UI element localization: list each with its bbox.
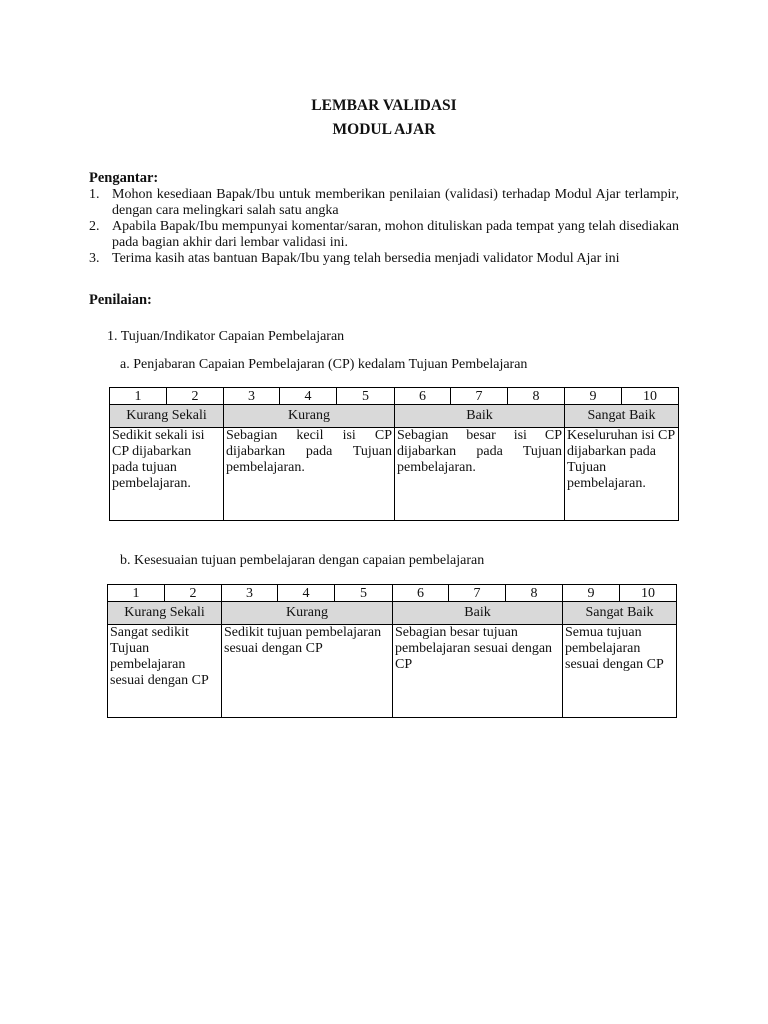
score-8[interactable]: 8: [508, 388, 565, 405]
score-1[interactable]: 1: [108, 585, 165, 602]
score-8[interactable]: 8: [506, 585, 563, 602]
section-1-title: 1. Tujuan/Indikator Capaian Pembelajaran: [107, 329, 345, 344]
intro-item-text: Mohon kesediaan Bapak/Ibu untuk memberikan penilaian (validasi) terhadap Modul Ajar terlampir, dengan cara melingkari salah satu angka: [112, 187, 679, 218]
category-kurang: Kurang: [224, 405, 395, 428]
description-kurang: Sedikit tujuan pembelajaran sesuai dengan CP: [222, 625, 393, 718]
score-2[interactable]: 2: [167, 388, 224, 405]
table-b-label: b. Kesesuaian tujuan pembelajaran dengan capaian pembelajaran: [120, 553, 485, 568]
rating-table-a: [109, 387, 679, 521]
score-2[interactable]: 2: [165, 585, 222, 602]
intro-heading: Pengantar:: [89, 170, 159, 186]
score-3[interactable]: 3: [224, 388, 280, 405]
score-row: [108, 585, 677, 602]
category-row: [110, 405, 679, 428]
description-kurang: Sebagian kecil isi CP dijabarkan pada Tujuan pembelajaran.: [224, 428, 395, 521]
description-row: [108, 625, 677, 718]
intro-item-number: 2.: [89, 219, 100, 234]
document-subtitle: MODUL AJAR: [332, 121, 436, 138]
score-3[interactable]: 3: [222, 585, 278, 602]
intro-item-number: 3.: [89, 251, 100, 266]
intro-item-text: Terima kasih atas bantuan Bapak/Ibu yang telah bersedia menjadi validator Modul Ajar ini: [112, 251, 620, 266]
score-10[interactable]: 10: [620, 585, 677, 602]
description-baik: Sebagian besar tujuan pembelajaran sesuai dengan CP: [393, 625, 563, 718]
assessment-heading: Penilaian:: [89, 292, 152, 308]
description-sangat-baik: Semua tujuan pembelajaran sesuai dengan CP: [563, 625, 677, 718]
score-9[interactable]: 9: [563, 585, 620, 602]
intro-item: [89, 251, 679, 267]
table-a-label: a. Penjabaran Capaian Pembelajaran (CP) kedalam Tujuan Pembelajaran: [120, 357, 528, 372]
intro-item: [89, 187, 679, 219]
score-6[interactable]: 6: [395, 388, 451, 405]
score-5[interactable]: 5: [337, 388, 395, 405]
category-kurang-sekali: Kurang Sekali: [108, 602, 222, 625]
category-sangat-baik: Sangat Baik: [563, 602, 677, 625]
intro-list: [89, 187, 679, 267]
rating-table-b: [107, 584, 677, 718]
category-kurang: Kurang: [222, 602, 393, 625]
score-9[interactable]: 9: [565, 388, 622, 405]
score-row: [110, 388, 679, 405]
score-4[interactable]: 4: [278, 585, 335, 602]
score-7[interactable]: 7: [449, 585, 506, 602]
score-5[interactable]: 5: [335, 585, 393, 602]
score-7[interactable]: 7: [451, 388, 508, 405]
intro-item: [89, 219, 679, 251]
score-4[interactable]: 4: [280, 388, 337, 405]
description-kurang-sekali: Sedikit sekali isi CP dijabarkan pada tujuan pembelajaran.: [110, 428, 224, 521]
category-kurang-sekali: Kurang Sekali: [110, 405, 224, 428]
category-row: [108, 602, 677, 625]
score-1[interactable]: 1: [110, 388, 167, 405]
intro-item-number: 1.: [89, 187, 100, 202]
description-kurang-sekali: Sangat sedikit Tujuan pembelajaran sesuai dengan CP: [108, 625, 222, 718]
score-6[interactable]: 6: [393, 585, 449, 602]
category-sangat-baik: Sangat Baik: [565, 405, 679, 428]
intro-item-text: Apabila Bapak/Ibu mempunyai komentar/saran, mohon dituliskan pada tempat yang telah disediakan pada bagian akhir dari lembar validasi ini.: [112, 219, 679, 250]
description-row: [110, 428, 679, 521]
document-title: LEMBAR VALIDASI: [311, 97, 457, 114]
category-baik: Baik: [395, 405, 565, 428]
description-baik: Sebagian besar isi CP dijabarkan pada Tujuan pembelajaran.: [395, 428, 565, 521]
category-baik: Baik: [393, 602, 563, 625]
score-10[interactable]: 10: [622, 388, 679, 405]
description-sangat-baik: Keseluruhan isi CP dijabarkan pada Tujuan pembelajaran.: [565, 428, 679, 521]
